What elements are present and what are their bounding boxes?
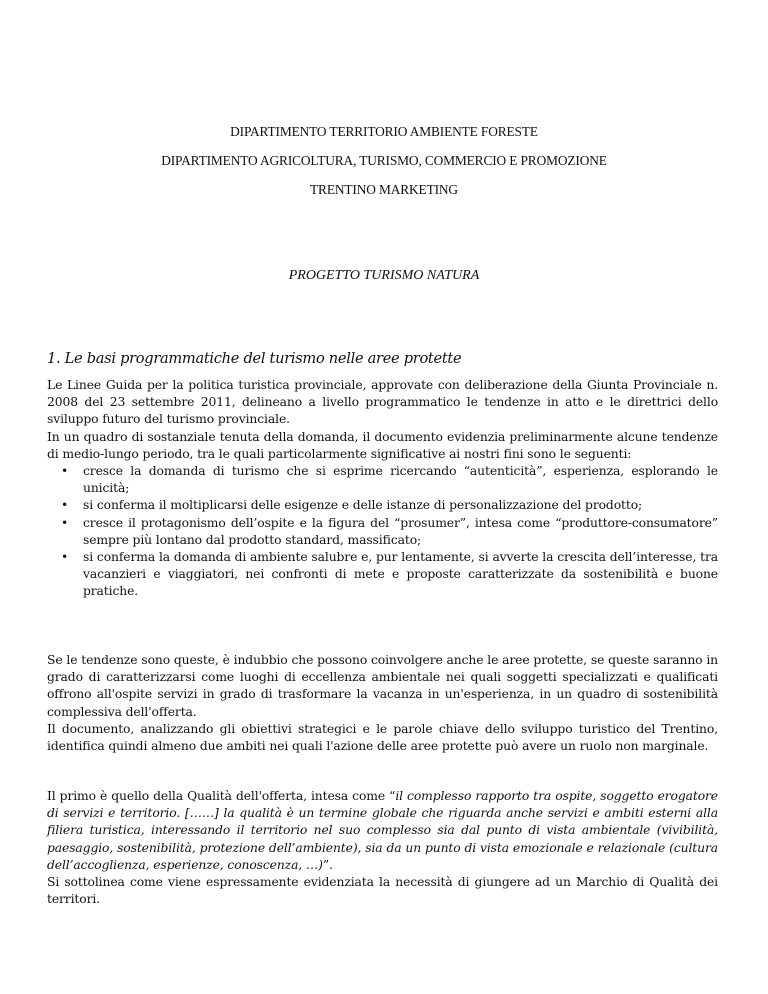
list-item: • cresce il protagonismo dell’ospite e la figura del “prosumer”, intesa come “produttore-consumatore” sempre più lontano dal prodotto standard, massificato; bbox=[47, 515, 718, 549]
intro-paragraph-2: In un quadro di sostanziale tenuta della domanda, il documento evidenzia preliminarmente alcune tendenze di medio-lungo periodo, tra le quali particolarmente significative ai nostri fini sono le seguenti: bbox=[47, 429, 718, 461]
section-body-2 bbox=[47, 652, 718, 755]
paragraph-4: Si sottolinea come viene espressamente evidenziata la necessità di giungere ad un Marchio di Qualità dei territori. bbox=[47, 875, 718, 907]
quality-quote: il complesso rapporto tra ospite, soggetto erogatore di servizi e territorio. [……] la qualità è un termine globale che riguarda anche servizi e ambiti esterni alla filiera turistica, interessando il territorio nel suo complesso sia dal punto di vista ambientale (vivibilità, paesaggio, sostenibilità, protezione dell’ambiente), sia da un punto di vista emozionale e relazionale (cultura dell’accoglienza, esperienze, conoscenza, …) bbox=[47, 789, 718, 872]
header-line-1: DIPARTIMENTO TERRITORIO AMBIENTE FORESTE bbox=[230, 124, 538, 139]
header-line-2: DIPARTIMENTO AGRICOLTURA, TURISMO, COMMERCIO E PROMOZIONE bbox=[161, 153, 607, 168]
paragraph-3-mid: , intesa come “ bbox=[303, 789, 396, 803]
list-item: • si conferma la domanda di ambiente salubre e, pur lentamente, si avverte la crescita dell’interesse, tra vacanzieri e viaggiatori, nei confronti di mete e proposte caratterizzate da sostenibilità e buone pratiche. bbox=[47, 549, 718, 601]
quality-term: Qualità dell'offerta bbox=[187, 789, 304, 803]
paragraph-3 bbox=[47, 788, 718, 874]
project-title: PROGETTO TURISMO NATURA bbox=[288, 268, 480, 283]
paragraph-3-start: Il primo è quello della bbox=[47, 789, 188, 803]
section-body-3 bbox=[47, 788, 718, 908]
intro-paragraph-1: Le Linee Guida per la politica turistica provinciale, approvate con deliberazione della Giunta Provinciale n. 2008 del 23 settembre 2011, delineano a livello programmatico le tendenze in atto e le direttrici dello sviluppo futuro del turismo provinciale. bbox=[47, 378, 718, 427]
section-heading: 1. Le basi programmatiche del turismo nelle aree protette bbox=[47, 350, 462, 367]
section-body bbox=[47, 377, 718, 601]
paragraph-2a: Se le tendenze sono queste, è indubbio che possono coinvolgere anche le aree protette, se queste saranno in grado di caratterizzarsi come luoghi di eccellenza ambientale nei quali soggetti specializzati e qualificati offrono all'ospite servizi in grado di trasformare la vacanza in un'esperienza, in un quadro di sostenibilità complessiva dell'offerta. bbox=[47, 653, 718, 719]
header-line-3: TRENTINO MARKETING bbox=[310, 182, 458, 197]
paragraph-3-end: ”. bbox=[322, 857, 333, 872]
list-item: • si conferma il moltiplicarsi delle esigenze e delle istanze di personalizzazione del prodotto; bbox=[47, 497, 718, 514]
paragraph-2b: Il documento, analizzando gli obiettivi strategici e le parole chiave dello sviluppo turistico del Trentino, identifica quindi almeno due ambiti nei quali l'azione delle aree protette può avere un ruolo non marginale. bbox=[47, 721, 718, 754]
list-item: • cresce la domanda di turismo che si esprime ricercando “autenticità”, esperienza, esplorando le unicità; bbox=[47, 463, 718, 497]
trends-list bbox=[47, 463, 718, 601]
